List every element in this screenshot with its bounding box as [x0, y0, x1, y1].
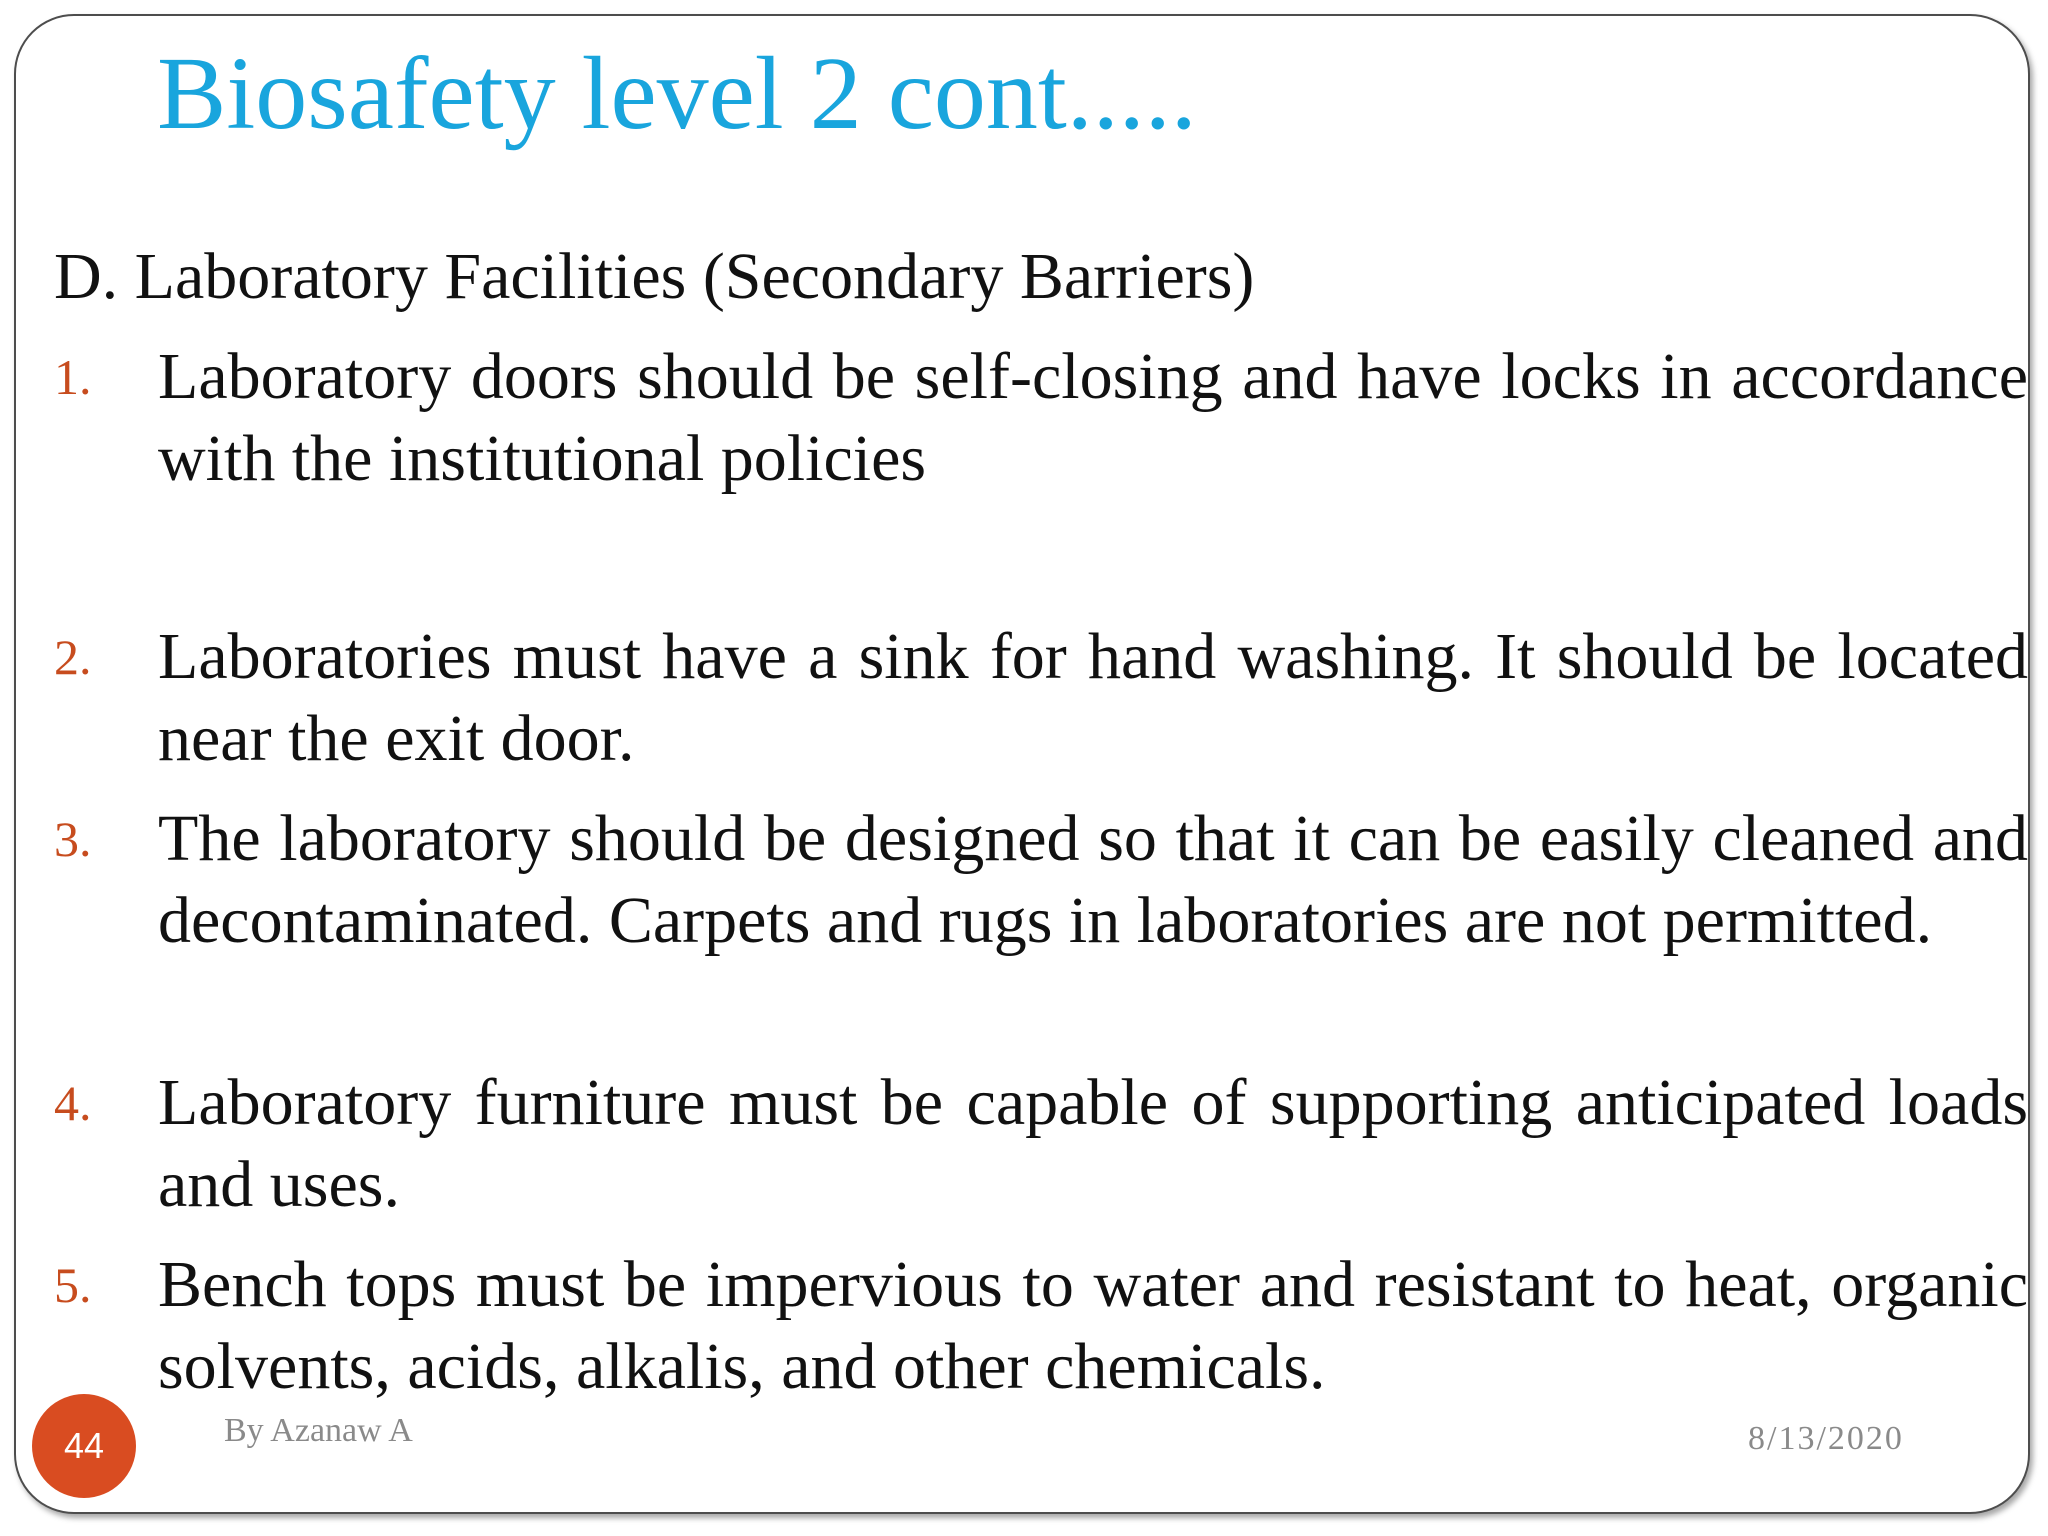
list-text: The laboratory should be designed so that it can be easily cleaned and decontaminated. Carpets and rugs in laboratories are not permitted. [158, 802, 2028, 957]
list-text: Laboratory doors should be self-closing and have locks in accordance with the institutional policies [158, 340, 2028, 495]
list-text: Laboratory furniture must be capable of supporting anticipated loads and uses. [158, 1066, 2028, 1221]
list-item-4 [54, 1062, 2028, 1226]
footer-author: By Azanaw A [224, 1412, 413, 1449]
list-item-2 [54, 616, 2028, 780]
list-number: 3. [54, 811, 92, 867]
list-number: 2. [54, 629, 92, 685]
list-item-3 [54, 798, 2028, 962]
list-text: Bench tops must be impervious to water and resistant to heat, organic solvents, acids, alkalis, and other chemicals. [158, 1248, 2028, 1403]
list-item-1 [54, 336, 2028, 500]
list-number: 4. [54, 1075, 92, 1131]
slide-title: Biosafety level 2 cont..... [157, 36, 1197, 151]
list-text: Laboratories must have a sink for hand washing. It should be located near the exit door. [158, 620, 2028, 775]
section-heading: D. Laboratory Facilities (Secondary Barriers) [54, 240, 1255, 313]
list-item-5 [54, 1244, 2028, 1408]
list-number: 5. [54, 1257, 92, 1313]
footer-date: 8/13/2020 [1748, 1420, 1904, 1457]
page-number-badge: 44 [32, 1394, 136, 1498]
list-number: 1. [54, 349, 92, 405]
